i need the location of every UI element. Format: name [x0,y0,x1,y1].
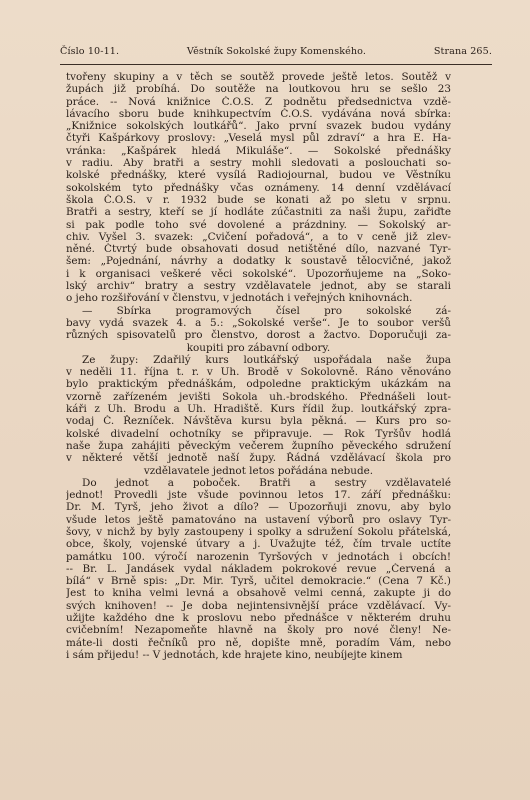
text-line: různých spisovatelů pro členstvo, dorost a žactvo. Doporučuji za- [66,329,451,342]
text-line: Jest to kniha velmi levná a obsahově velmi cenná, zakupte ji do [66,587,451,600]
text-line: památku 100. výročí narozenin Tyršových v jednotách i obcích! [66,550,451,563]
text-line: čtyři Kašpárkovy proslovy: „Veselá mysl půl zdraví“ a hra E. Ha- [66,132,451,145]
text-line: „Knižnice sokolských loutkářů“. Jako první svazek budou vydány [66,120,451,133]
text-line: šem: „Pojednání, návrhy a dodatky k soustavě tělocvičné, jakož [66,255,451,268]
text-line: bílá“ v Brně spis: „Dr. Mir. Tyrš, učitel demokracie.“ (Cena 7 Kč.) [66,575,451,588]
text-line: bylo praktickým přednáškám, odpoledne praktickým ukázkám na [66,378,451,391]
text-line: v některé větší jednotě naší župy. Řádná vzdělávací škola pro [66,452,451,465]
text-line: koupiti pro zábavní odbory. [186,341,331,354]
text-line: jednot! Provedli jste všude povinnou letos 17. září přednášku: [66,489,451,502]
text-line: chiv. Vyšel 3. svazek: „Cvičení pořadová“, a to v ceně již zlev- [66,230,451,243]
text-line: naše župa zahájiti pěveckým večerem župního pěveckého sdružení [66,439,451,452]
text-line: kolské divadelní ochotníky se připravuje. — Rok Tyršův hodlá [66,427,451,440]
text-line: bavy vydá svazek 4. a 5.: „Sokolské verše“. Je to soubor veršů [66,316,451,329]
text-line: župách již probíhá. Do soutěže na loutkovou hru se sešlo 23 [66,83,451,96]
text-line: si pak podle toho své dovolené a prázdniny. — Sokolský ar- [66,218,451,231]
journal-title: Věstník Sokolské župy Komenského. [186,46,367,57]
text-line: cvičebním! Nezapomeňte hlavně na školy pro nové členy! Ne- [66,624,451,637]
text-line: sokolském tyto přednášky včas oznámeny. 14 denní vzdělávací [66,181,451,194]
text-line: — Sbírka programových čísel pro sokolské zá- [82,304,451,317]
text-line: v radiu. Aby bratři a sestry mohli sledovati a poslouchati so- [66,157,451,170]
text-line: i k organisaci veškeré věci sokolské“. Upozorňujeme na „Soko- [66,267,451,280]
text-line: lávacího sboru bude knihkupectvím Č.O.S. vydávána nová sbírka: [66,107,451,120]
text-line: káři z Uh. Brodu a Uh. Hradiště. Kurs řídil žup. loutkářský zpra- [66,403,451,416]
text-line: lský archiv“ bratry a sestry vzdělavatele jednot, aby se starali [66,280,451,293]
text-line: obce, školy, vojenské útvary a j. Uvažujte též, čím trvale uctíte [66,538,451,551]
text-line: vzdělavatele jednot letos pořádána nebude. [143,464,374,477]
page-number: Strana 265. [433,46,492,57]
text-line: Do jednot a poboček. Bratři a sestry vzdělavatelé [82,476,451,489]
text-line: i sám přijedu! -- V jednotách, kde hrajete kino, neubíjejte kinem [66,648,403,661]
text-line: v neděli 11. října t. r. v Uh. Brodě v Sokolovně. Ráno věnováno [66,366,451,379]
text-line: tvořeny skupiny a v těch se soutěž provede ještě letos. Soutěž v [66,71,451,83]
issue-number: Číslo 10-11. [60,46,120,57]
text-line: kolské přednášky, které vysílá Radiojournal, budou ve Věstníku [66,169,451,182]
header-rule [60,64,492,65]
text-line: škola Č.O.S. v r. 1932 bude se konati až po sletu v srpnu. [66,193,451,206]
text-line: Ze župy: Zdařilý kurs loutkářský uspořádala naše župa [82,353,451,366]
page-header [60,46,492,64]
text-line: Bratři a sestry, kteří se jí hodláte zúčastniti za naši župu, zařiďte [66,206,451,219]
text-line: vránka: „Kašpárek hledá Mikuláše“. — Sokolské přednášky [66,144,451,157]
text-line: vzorně zařízeném jevišti Sokola uh.-brodského. Přednášeli lout- [66,390,451,403]
text-line: -- Br. L. Jandásek vydal nákladem pokrokové revue „Červená a [66,562,451,575]
article-body [66,71,451,661]
text-line: Dr. M. Tyrš, jeho život a dílo? — Upozorňuji znovu, aby bylo [66,501,451,514]
text-line: o jeho rozšiřování v členstvu, v jednotách i veřejných knihovnách. [66,292,413,305]
text-line: máte-li dosti řečníků pro ně, dopište mně, poradím Vám, nebo [66,636,451,649]
text-line: práce. -- Nová knižnice Č.O.S. Z podnětu předsednictva vzdě- [66,95,451,108]
text-line: šovy, v nichž by byly zastoupeny i spolky a sdružení Sokolu přátelská, [66,525,451,538]
text-line: svých knihoven! -- Je doba nejintensivnější práce vzdělávací. Vy- [66,599,451,612]
text-line: všude letos ještě pamatováno na ustavení výborů pro oslavy Tyr- [66,513,451,526]
text-line: něné. Čtvrtý bude obsahovati dosud netištěné dílo, nazvané Tyr- [66,243,451,256]
text-line: užijte každého dne k proslovu nebo přednášce v některém druhu [66,612,451,625]
text-line: vodaj Č. Řezníček. Návštěva kursu byla pěkná. — Kurs pro so- [66,415,451,428]
